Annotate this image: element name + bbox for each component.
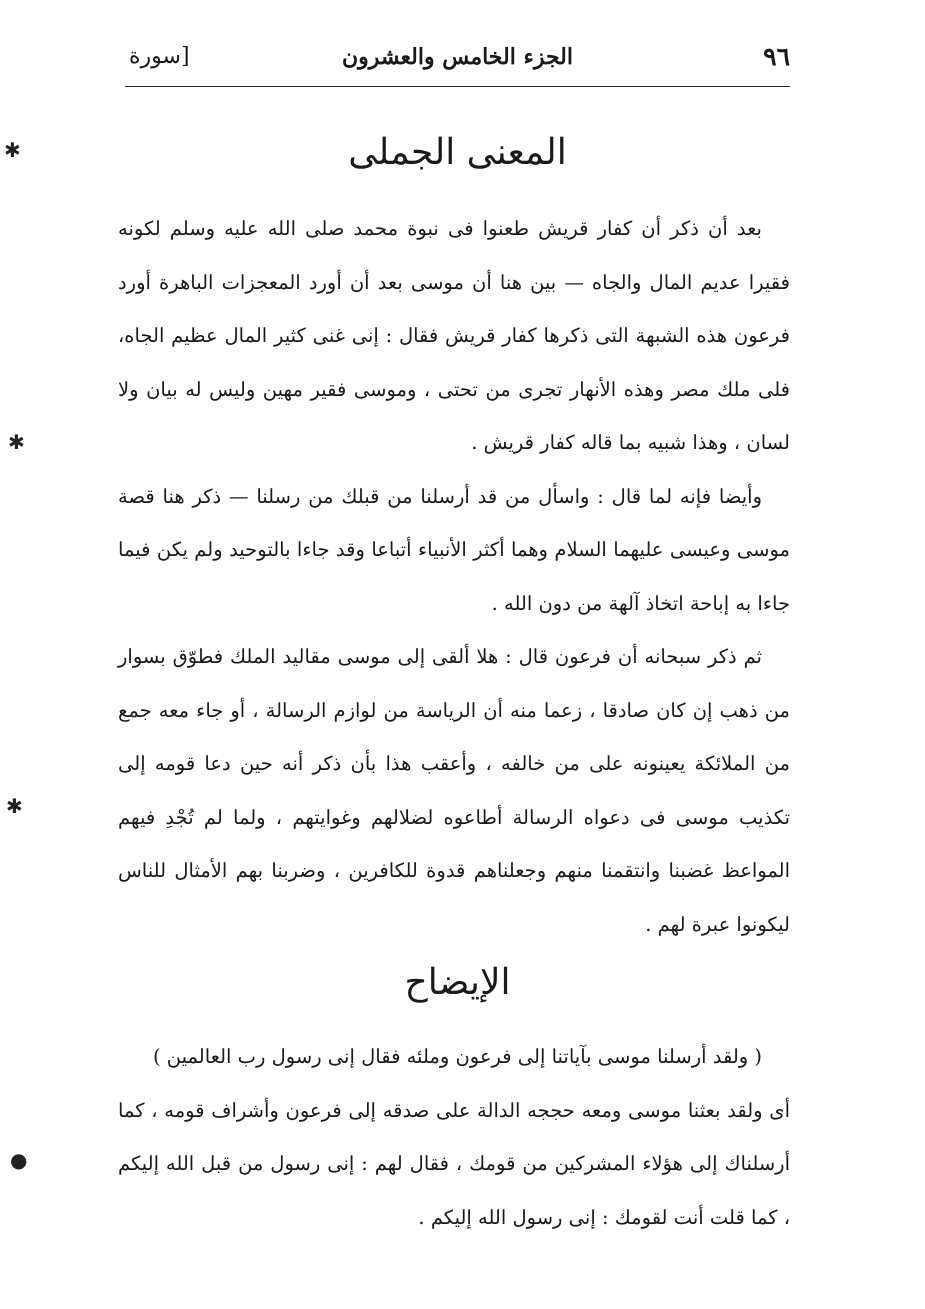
explanation-text	[118, 1030, 790, 1244]
paragraph: وأيضا فإنه لما قال : واسأل من قد أرسلنا من قبلك من رسلنا — ذكر هنا قصة موسى وعيسى عليهما السلام وهما أكثر الأنبياء أتباعا وقد جاءا بالتوحيد ولم يكن فيما جاءا به إباحة اتخاذ آلهة من دون الله .	[118, 484, 790, 615]
running-title: الجزء الخامس والعشرون	[342, 44, 573, 70]
section-heading-explanation: الإيضاح	[404, 962, 511, 1003]
summary-text	[118, 202, 790, 951]
margin-speck-icon: ✱	[4, 138, 21, 162]
surah-label: [سورة	[129, 44, 190, 69]
section-heading-summary: المعنى الجملى	[348, 132, 567, 173]
margin-speck-icon: ✱	[6, 794, 23, 818]
paragraph: بعد أن ذكر أن كفار قريش طعنوا فى نبوة محمد صلى الله عليه وسلم لكونه فقيرا عديم المال والجاه — بين هنا أن موسى بعد أن أورد المعجزات الباهرة أورد فرعون هذه الشبهة التى ذكرها كفار قريش فقال : إنى غنى كثير المال عظيم الجاه، فلى ملك مصر وهذه الأنهار تجرى من تحتى ، وموسى فقير مهين وليس له بيان ولا لسان ، وهذا شبيه بما قاله كفار قريش .	[118, 217, 790, 454]
quran-verse: ( ولقد أرسلنا موسى بآياتنا إلى فرعون وملئه فقال إنى رسول رب العالمين )	[152, 1045, 762, 1068]
margin-speck-icon: ●	[10, 1148, 28, 1172]
paragraph: ثم ذكر سبحانه أن فرعون قال : هلا ألقى إلى موسى مقاليد الملك فطوّق بسوار من ذهب إن كان صادقا ، زعما منه أن الرياسة من لوازم الرسالة ، أو جاء معه جمع من الملائكة يعينونه على من خالفه ، وأعقب هذا بأن ذكر أنه حين دعا قومه إلى تكذيب موسى فى دعواه الرسالة أطاعوه لضلالهم وغوايتهم ، ولما لم تُجْدِ فيهم المواعظ غضبنا وانتقمنا منهم وجعلناهم قدوة للكافرين ، وضربنا بهم الأمثال للناس ليكونوا عبرة لهم .	[118, 645, 790, 936]
paragraph: أى ولقد بعثنا موسى ومعه حججه الدالة على صدقه إلى فرعون وأشراف قومه ، كما أرسلناك إلى هؤلاء المشركين من قومك ، فقال لهم : إنى رسول من قبل الله إليكم ، كما قلت أنت لقومك : إنى رسول الله إليكم .	[118, 1098, 790, 1229]
header-rule	[125, 86, 790, 87]
margin-speck-icon: ✱	[8, 430, 25, 454]
running-header	[125, 40, 790, 80]
page-number: ٩٦	[763, 42, 790, 71]
